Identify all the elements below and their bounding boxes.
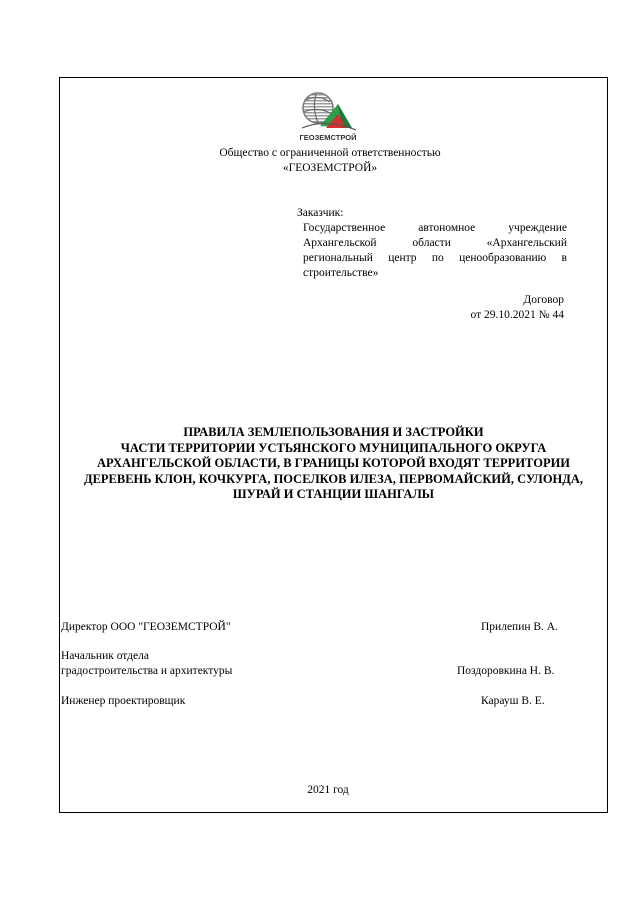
document-year: 2021 год <box>307 784 349 796</box>
customer-line: Архангельской области «Архангельский <box>303 237 567 249</box>
customer-line: строительстве» <box>303 267 379 279</box>
signatory-position: Директор ООО "ГЕОЗЕМСТРОЙ" <box>61 621 231 633</box>
contract-date-number: от 29.10.2021 № 44 <box>470 309 564 321</box>
customer-label: Заказчик: <box>297 207 344 219</box>
customer-name <box>303 221 567 281</box>
customer-line: региональный центр по ценообразованию в <box>303 252 567 264</box>
title-line: ЧАСТИ ТЕРРИТОРИИ УСТЬЯНСКОГО МУНИЦИПАЛЬНОГО ОКРУГА <box>120 440 547 455</box>
svg-text:ГЕОЗЕМСТРОЙ: ГЕОЗЕМСТРОЙ <box>299 133 357 142</box>
organization-line-1: Общество с ограниченной ответственностью <box>219 147 441 159</box>
title-line: ШУРАЙ И СТАНЦИИ ШАНГАЛЫ <box>232 487 435 502</box>
organization-line-2: «ГЕОЗЕМСТРОЙ» <box>282 162 378 174</box>
signatory-position: Начальник отдела <box>61 650 149 662</box>
customer-line: Государственное автономное учреждение <box>303 222 567 234</box>
signatory-position: Инженер проектировщик <box>61 695 186 707</box>
contract-label: Договор <box>523 294 564 306</box>
title-line: ПРАВИЛА ЗЕМЛЕПОЛЬЗОВАНИЯ И ЗАСТРОЙКИ <box>183 425 484 439</box>
signatory-name: Поздоровкина Н. В. <box>457 665 555 677</box>
signatory-name: Карауш В. Е. <box>481 695 545 707</box>
signatory-name: Прилепин В. А. <box>481 621 558 633</box>
customer-block <box>297 206 567 279</box>
company-logo <box>296 88 360 144</box>
document-title <box>60 425 607 503</box>
globe-logo-icon <box>296 88 360 144</box>
title-line: ДЕРЕВЕНЬ КЛОН, КОЧКУРГА, ПОСЕЛКОВ ИЛЕЗА, ПЕРВОМАЙСКИЙ, СУЛОНДА, <box>83 471 584 486</box>
title-line: АРХАНГЕЛЬСКОЙ ОБЛАСТИ, В ГРАНИЦЫ КОТОРОЙ ВХОДЯТ ТЕРРИТОРИИ <box>96 456 571 471</box>
signatory-position: градостроительства и архитектуры <box>61 665 233 677</box>
